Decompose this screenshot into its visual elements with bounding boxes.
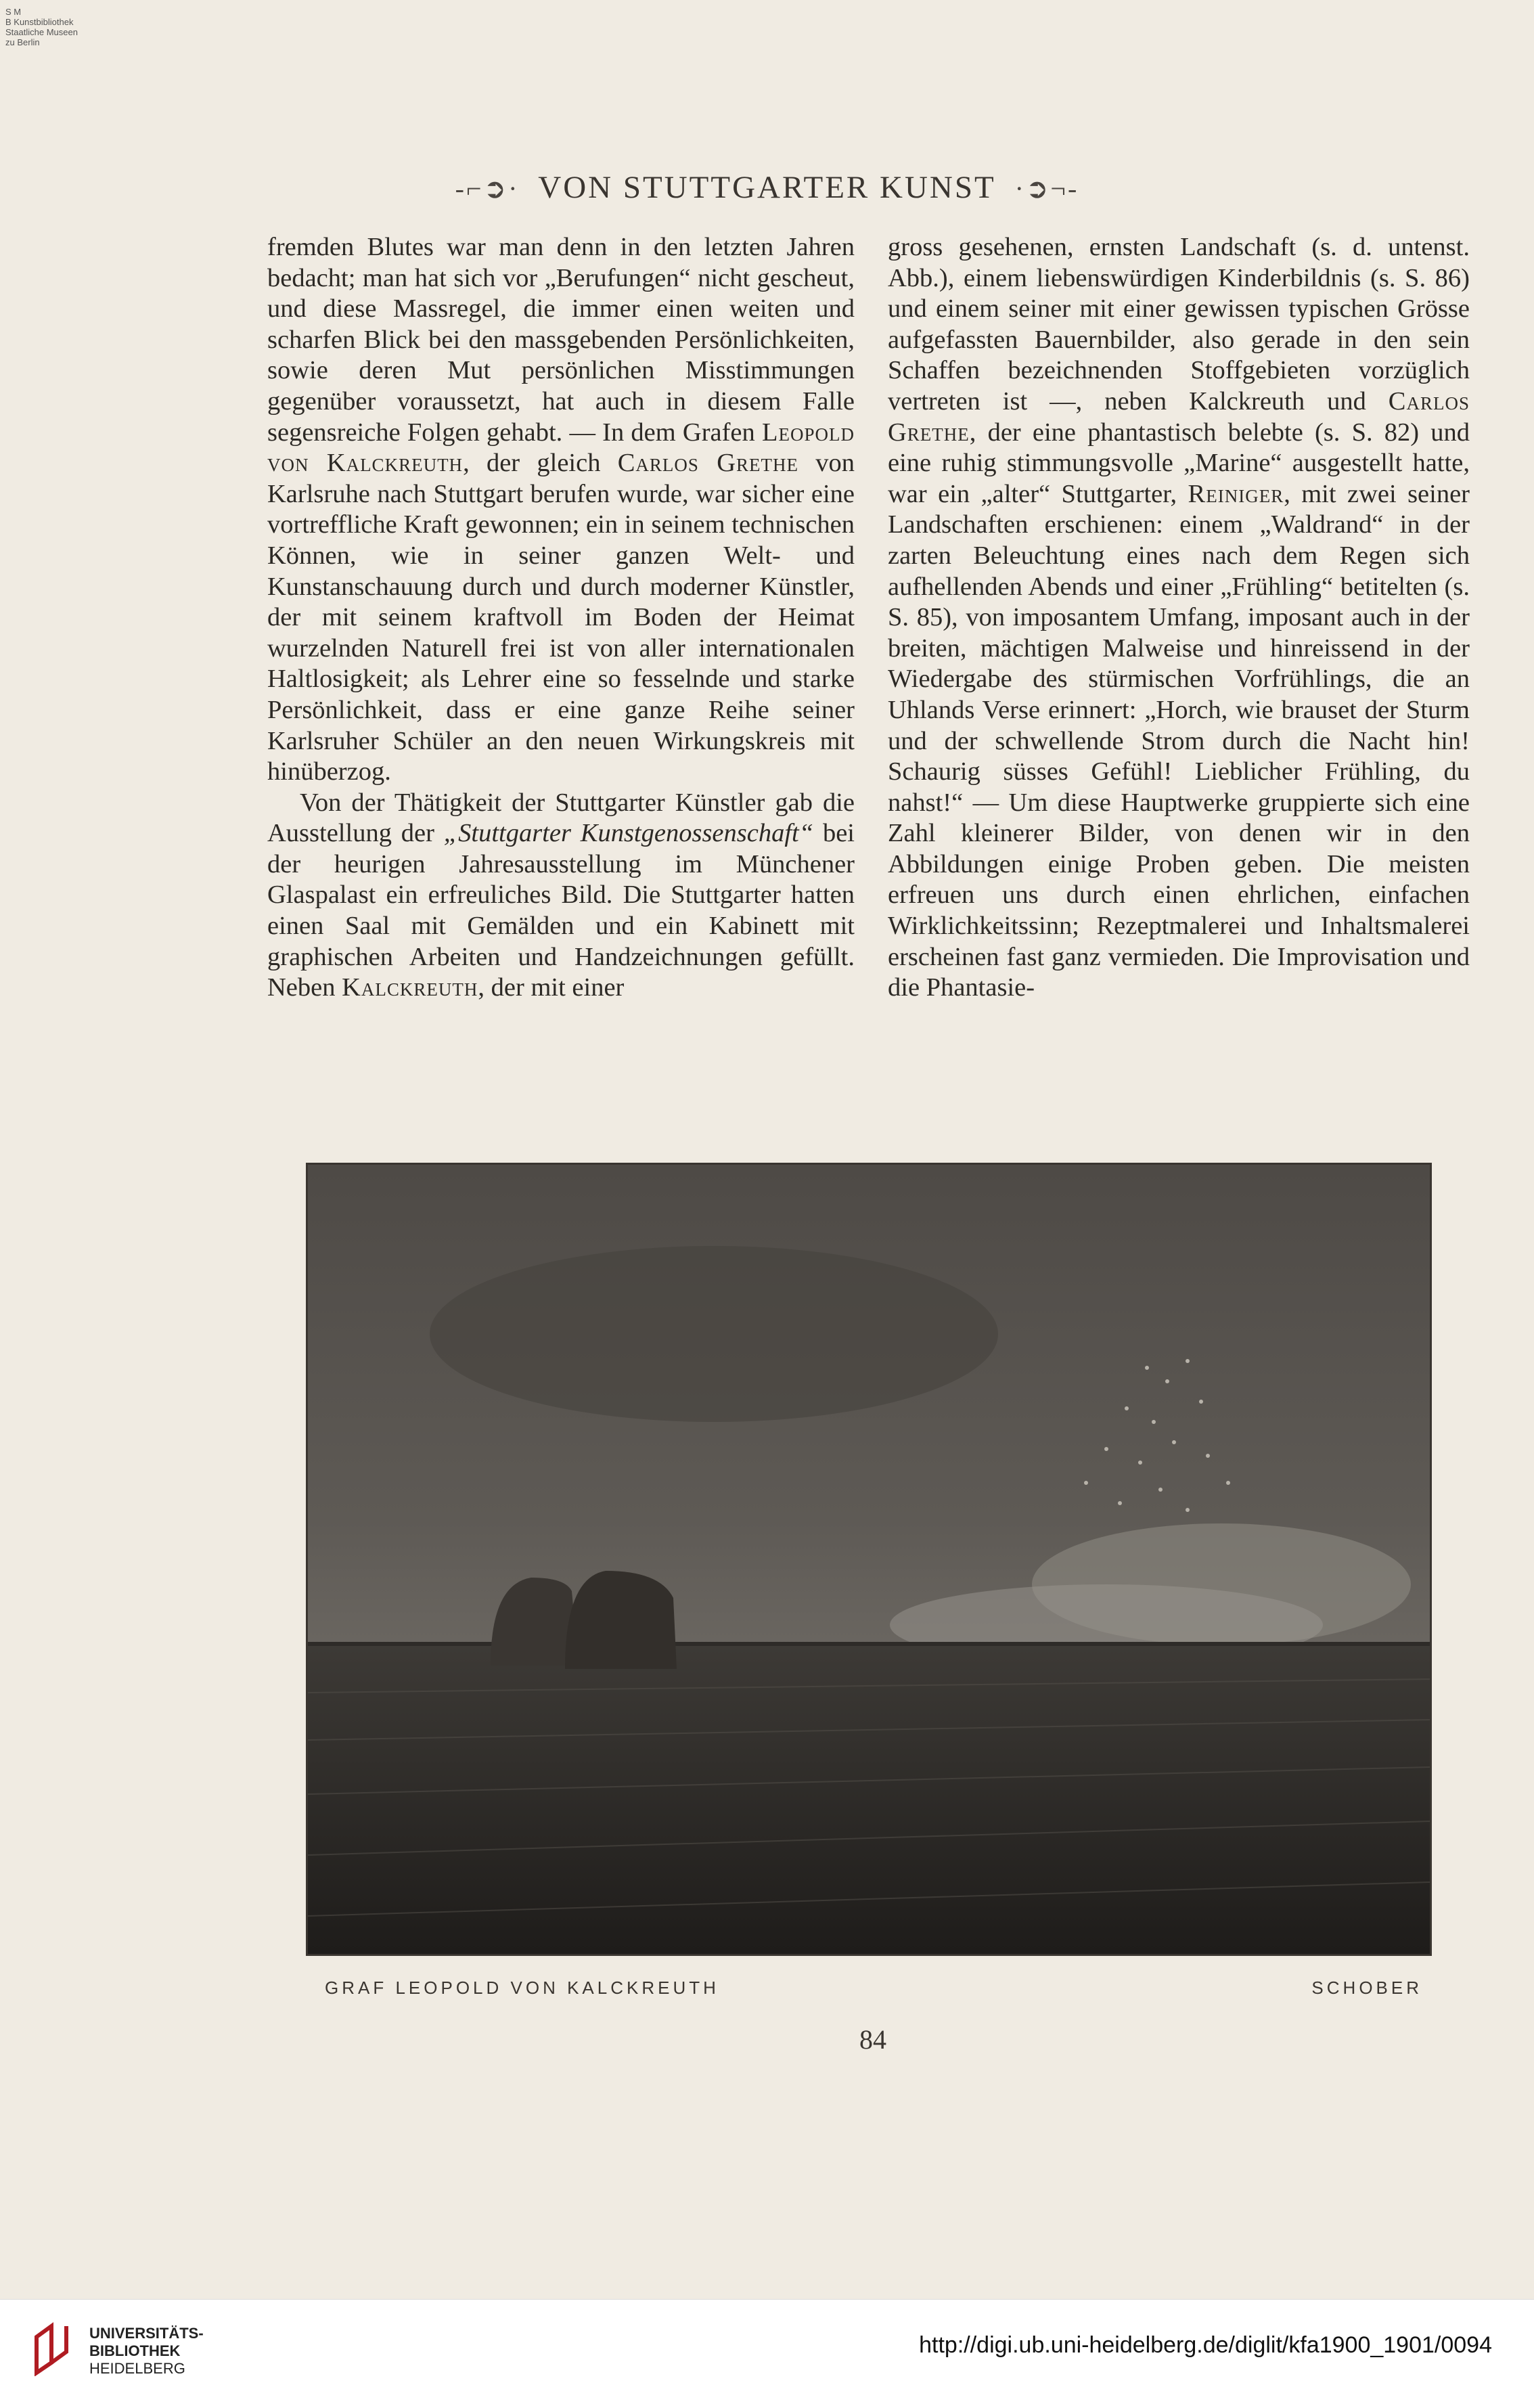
university-logo-icon [31, 2322, 78, 2376]
text-run: Von der Thätigkeit der Stuttgarter Künstler gab die Ausstellung der [267, 788, 855, 848]
text-run: , der mit einer [478, 973, 625, 1002]
cloud-dark [430, 1246, 998, 1422]
footer-bar [0, 2299, 1534, 2408]
page-title: VON STUTTGARTER KUNST [538, 170, 995, 205]
institution-line: HEIDELBERG [89, 2360, 185, 2377]
text-run: von Karlsruhe nach Stuttgart berufen wurde, war sicher eine vortreffliche Kraft gewonnen; ein in seinem technischen Können, wie in seiner ganzen Welt- und Kunstanschauung durch und durch moderner Künstler, der mit seinem kraftvoll im Boden der Heimat wurzelnden Naturell frei ist von aller internationalen Haltlosigkeit; als Lehrer eine so fesselnde und starke Persönlichkeit, dass er eine ganze Reihe seiner Karlsruher Schüler an den neuen Wirkungskreis mit hinüberzog. [267, 449, 855, 786]
name-small-caps: Reiniger [1188, 479, 1284, 508]
stamp-line: B Kunstbibliothek [5, 17, 74, 27]
name-small-caps: Carlos Grethe [617, 449, 798, 478]
stamp-line: zu Berlin [5, 37, 40, 47]
source-url-link[interactable]: http://digi.ub.uni-heidelberg.de/diglit/kfa1900_1901/0094 [919, 2332, 1492, 2358]
horizon-line [308, 1642, 1430, 1646]
right-column [888, 232, 1470, 1004]
paragraph [888, 232, 1470, 1004]
ornament-left-icon: -⌐➲· [455, 173, 520, 204]
institution-name [89, 2325, 204, 2378]
running-head [0, 169, 1534, 206]
page-number: 84 [859, 2024, 886, 2055]
painting-plate [306, 1163, 1432, 1956]
italic-run: „Stuttgarter Kunstgenossenschaft“ [443, 819, 814, 848]
text-run: , der eine phantastisch belebte (s. S. 82) und eine ruhig stimmungsvolle „Marine“ ausgestellt hatte, war ein „alter“ Stuttgarter, [888, 418, 1470, 508]
ploughed-field [308, 1646, 1430, 1954]
text-run: fremden Blutes war man denn in den letzten Jahren bedacht; man hat sich vor „Berufungen“ nicht gescheut, und diese Massregel, die immer einen weiten und scharfen Blick bei den massgebenden Persönlichkeiten, sowie deren Mut persönlichen Misstimmungen gegenüber voraussetzt, hat auch in diesem Falle segensreiche Folgen gehabt. — In dem Grafen [267, 233, 855, 447]
institution-line: BIBLIOTHEK [89, 2342, 181, 2359]
library-stamp [5, 7, 78, 47]
name-small-caps: Leopold von Kalckreuth [267, 418, 855, 478]
caption-title: SCHOBER [1311, 1978, 1422, 1998]
text-run: gross gesehenen, ernsten Landschaft (s. d. untenst. Abb.), einem liebenswürdigen Kinderbildnis (s. S. 86) und einem seiner mit einer gewissen typischen Grösse aufgefassten Bauernbilder, also gerade in den sein Schaffen bezeichnenden Stoffgebieten vorzüglich vertreten ist —, neben Kalckreuth und [888, 233, 1470, 416]
name-small-caps: Kalckreuth [342, 973, 478, 1002]
text-run: , der gleich [463, 449, 618, 478]
haystack-painting [308, 1165, 1430, 1954]
stamp-line: Staatliche Museen [5, 27, 78, 37]
text-run: , mit zwei seiner Landschaften erschienen: einem „Waldrand“ in der zarten Beleuchtung eines nach dem Regen sich aufhellenden Abends und einer „Frühling“ betitelten (s. S. 85), von imposantem Umfang, imposant auch in der breiten, mächtigen Malweise und hinreissend in der Wiedergabe des stürmischen Vorfrühlings, die an Uhlands Verse erinnert: „Horch, wie brauset der Sturm und der schwellende Strom durch die Nacht hin! Schaurig süsses Gefühl! Lieblicher Frühling, du nahst!“ — Um diese Hauptwerke gruppierte sich eine Zahl kleinerer Bilder, von denen wir in den Abbildungen einige Proben geben. Die meisten erfreuen uns durch einen ehrlichen, einfachen Wirklichkeitssinn; Rezeptmalerei und Inhaltsmalerei erscheinen fast ganz vermieden. Die Improvisation und die Phantasie- [888, 479, 1470, 1002]
caption-artist: GRAF LEOPOLD VON KALCKREUTH [325, 1978, 719, 1998]
stamp-line: S M [5, 7, 22, 17]
text-run: bei der heurigen Jahresausstellung im Münchener Glaspalast ein erfreuliches Bild. Die Stuttgarter hatten einen Saal mit Gemälden und ein Kabinett mit graphischen Arbeiten und Handzeichnungen gefüllt. Neben [267, 819, 855, 1002]
ornament-right-icon: ·➲¬- [1014, 173, 1079, 204]
left-column [267, 232, 855, 1004]
institution-line: UNIVERSITÄTS- [89, 2325, 204, 2342]
paragraph [267, 232, 855, 788]
paragraph [267, 788, 855, 1004]
name-small-caps: Carlos Grethe [888, 386, 1470, 447]
